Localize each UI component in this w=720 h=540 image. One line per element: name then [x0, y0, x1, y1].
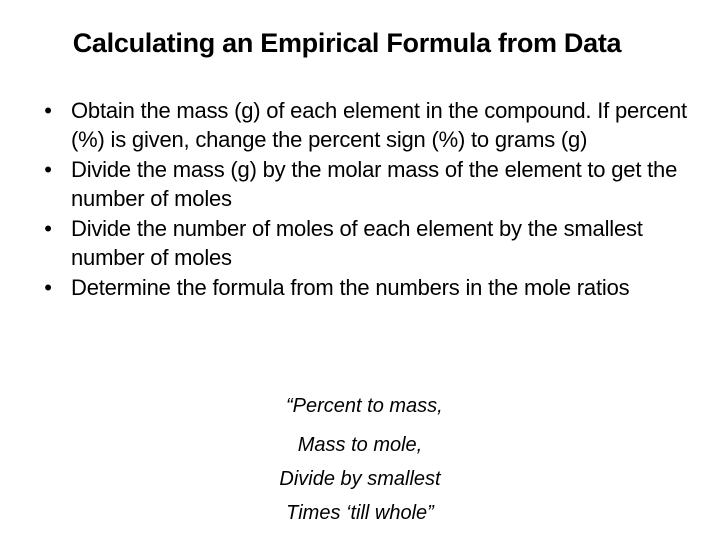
mnemonic-line-4: Times ‘till whole” [286, 502, 434, 524]
bullet-item [38, 96, 698, 154]
bullet-item [38, 214, 698, 272]
bullet-icon: • [44, 98, 52, 123]
mnemonic-list [250, 428, 470, 530]
bullet-text: Obtain the mass (g) of each element in the compound. If percent (%) is given, change the percent sign (%) to grams (g) [71, 98, 687, 152]
bullet-item [38, 155, 698, 213]
mnemonic-line-1: “Percent to mass, [286, 395, 443, 417]
bullet-list [38, 96, 698, 303]
bullet-item [38, 273, 698, 302]
bullet-text: Divide the number of moles of each element by the smallest number of moles [71, 216, 643, 270]
mnemonic-line-2: Mass to mole, [297, 434, 423, 456]
bullet-icon: • [44, 275, 52, 300]
mnemonic-line-3: Divide by smallest [279, 468, 441, 490]
slide-title: Calculating an Empirical Formula from Data [72, 28, 622, 58]
bullet-icon: • [44, 157, 52, 182]
bullet-text: Divide the mass (g) by the molar mass of the element to get the number of moles [71, 157, 678, 211]
bullet-icon: • [44, 216, 52, 241]
bullet-text: Determine the formula from the numbers in the mole ratios [71, 275, 630, 300]
